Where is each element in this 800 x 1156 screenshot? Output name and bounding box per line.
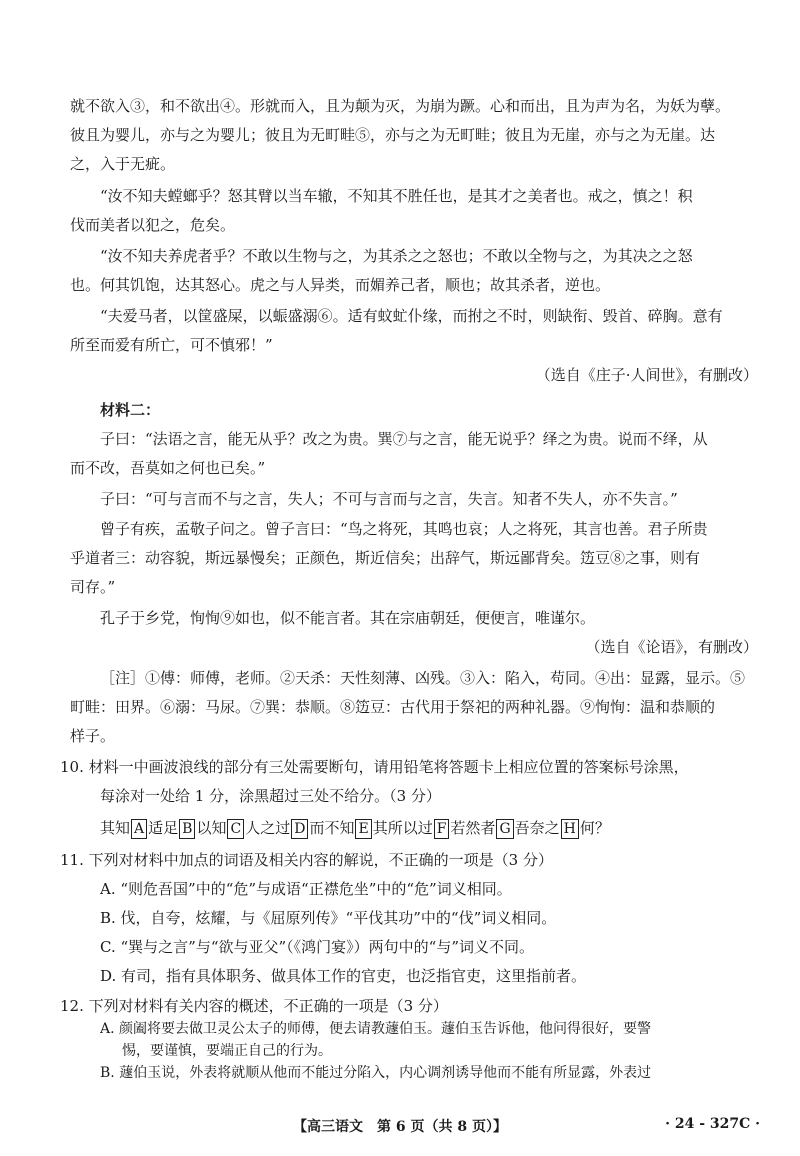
- question-10-stem: 10. 材料一中画波浪线的部分有三处需要断句，请用铅笔将答题卡上相应位置的答案标号涂黑，: [60, 758, 689, 776]
- material2-line: 乎道者三：动容貌，斯远暴慢矣；正颜色，斯近信矣；出辞气，斯远鄙背矣。笾豆⑧之事，则有: [70, 549, 701, 567]
- answer-box-g[interactable]: G: [496, 819, 513, 839]
- question-12-option-b[interactable]: B. 蘧伯玉说，外表将就顺从他而不能过分陷入，内心调剂诱导他而不能有所显露，外表过: [100, 1065, 652, 1081]
- answer-box-a[interactable]: A: [131, 819, 147, 839]
- source-citation-2: （选自《论语》，有删改）: [585, 638, 758, 656]
- answer-box-d[interactable]: D: [291, 819, 308, 839]
- material2-line: 子曰：“法语之言，能无从乎？改之为贵。巽⑦与之言，能无说乎？绎之为贵。说而不绎，从: [100, 430, 708, 448]
- material1-line: 就不欲入③，和不欲出④。形就而入，且为颠为灭，为崩为蹶。心和而出，且为声为名，为妖为孽。: [70, 97, 731, 115]
- material1-line: 彼且为婴儿，亦与之为婴儿；彼且为无町畦⑤，亦与之为无町畦；彼且为无崖，亦与之为无崖。达: [70, 126, 716, 144]
- material1-line: “汝不知夫养虎者乎？不敢以生物与之，为其杀之之怒也；不敢以全物与之，为其决之之怒: [100, 247, 693, 265]
- material1-line: 也。何其饥饱，达其怒心。虎之与人异类，而媚养己者，顺也；故其杀者，逆也。: [70, 276, 611, 294]
- notes-line: 町畦：田界。⑥溺：马尿。⑦巽：恭顺。⑧笾豆：古代用于祭祀的两种礼器。⑨恂恂：温和恭顺的: [70, 698, 716, 716]
- question-11-option-a[interactable]: A. “则危吾国”中的“危”与成语“正襟危坐”中的“危”词义相同。: [100, 880, 512, 898]
- material1-line: “夫爱马者，以筐盛屎，以蜄盛溺⑥。适有蚊虻仆缘，而拊之不时，则缺衔、毁首、碎胸。意有: [100, 307, 723, 325]
- answer-box-f[interactable]: F: [434, 819, 450, 839]
- answer-box-c[interactable]: C: [227, 819, 244, 839]
- question-12-stem: 12. 下列对材料有关内容的概述，不正确的一项是（3 分）: [60, 997, 448, 1015]
- notes-line: 样子。: [70, 727, 116, 745]
- material2-line: 司存。”: [70, 578, 116, 596]
- material2-line: 孔子于乡党，恂恂⑨如也，似不能言者。其在宗庙朝廷，便便言，唯谨尔。: [100, 609, 596, 627]
- question-10-instructions: 每涂对一处给 1 分，涂黑超过三处不给分。（3 分）: [100, 787, 441, 805]
- question-11-option-d[interactable]: D. 有司，指有具体职务、做具体工作的官吏，也泛指官吏，这里指前者。: [100, 967, 587, 985]
- answer-box-h[interactable]: H: [561, 819, 579, 839]
- answer-box-b[interactable]: B: [179, 819, 195, 839]
- material2-line: 子曰：“可与言而不与之言，失人；不可与言而与之言，失言。知者不失人，亦不失言。”: [100, 490, 678, 508]
- footer-page-info: 【高三语文 第 6 页（共 8 页）】: [293, 1119, 507, 1135]
- question-12-option-a[interactable]: A. 颜阖将要去做卫灵公太子的师傅，便去请教蘧伯玉。蘧伯玉告诉他，他问得很好，要警: [100, 1021, 652, 1037]
- material1-line: 所至而爱有所亡，可不慎邪！”: [70, 336, 273, 354]
- question-11-option-b[interactable]: B. 伐，自夸，炫耀，与《屈原列传》“平伐其功”中的“伐”词义相同。: [100, 909, 557, 927]
- question-12-option-a-cont: 惕，要谨慎，要端正自己的行为。: [122, 1043, 332, 1059]
- page-footer: [0, 1116, 800, 1140]
- material2-line: 曾子有疾，孟敬子问之。曾子言曰：“鸟之将死，其鸣也哀；人之将死，其言也善。君子所贵: [100, 520, 708, 538]
- notes-line: ［注］①傅：师傅，老师。②天杀：天性刻薄、凶残。③入：陷入，苟同。④出：显露，显示。⑤: [100, 669, 746, 687]
- question-11-option-c[interactable]: C. “巽与之言”与“欲与亚父”（《鸿门宴》）两句中的“与”词义不同。: [100, 938, 534, 956]
- material1-line: 之，入于无疵。: [70, 155, 176, 173]
- question-10-sentence: 其知 A 适足 B 以知 C 人之过 D 而不知 E 其所以过 F 若然者 G 吾奈之 H 何？: [100, 819, 610, 837]
- material1-line: 伐而美者以犯之，危矣。: [70, 216, 236, 234]
- material1-line: “汝不知夫螳螂乎？怒其臂以当车辙，不知其不胜任也，是其才之美者也。戒之，慎之！积: [100, 187, 693, 205]
- footer-code: · 24 - 327C ·: [665, 1116, 760, 1132]
- answer-box-e[interactable]: E: [355, 819, 371, 839]
- source-citation-1: （选自《庄子·人间世》，有删改）: [535, 366, 758, 384]
- material2-line: 而不改，吾莫如之何也已矣。”: [70, 459, 266, 477]
- question-11-stem: 11. 下列对材料中加点的词语及相关内容的解说，不正确的一项是（3 分）: [60, 851, 553, 869]
- material2-heading: 材料二：: [100, 401, 161, 419]
